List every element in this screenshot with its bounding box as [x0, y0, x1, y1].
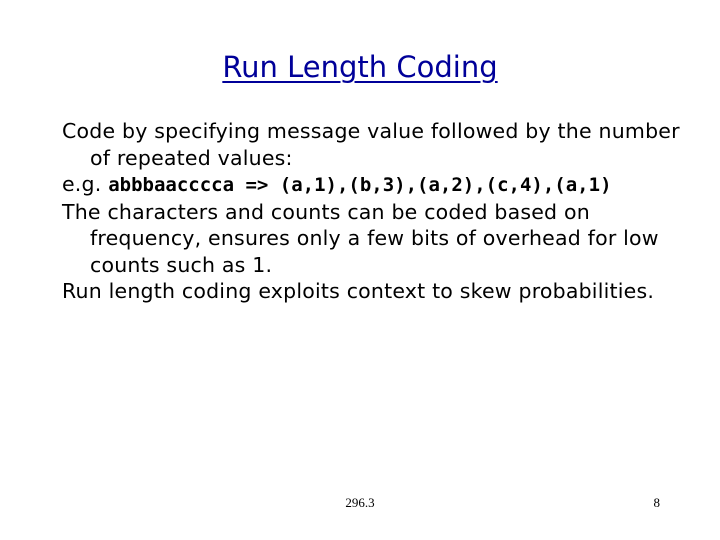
example-prefix: e.g. [62, 172, 109, 196]
paragraph-frequency: The characters and counts can be coded based on frequency, ensures only a few bits of overhead for low counts such as 1. [62, 199, 659, 277]
paragraph-context: Run length coding exploits context to skew probabilities. [62, 279, 655, 303]
example-code: abbbaacccca => (a,1),(b,3),(a,2),(c,4),(a,1) [108, 174, 612, 196]
slide-title: Run Length Coding [222, 50, 498, 84]
paragraph-definition: Code by specifying message value followed by the number of repeated values: [62, 119, 680, 170]
slide-body [62, 118, 702, 305]
footer-page-number: 8 [653, 495, 660, 510]
footer-course-number: 296.3 [345, 495, 375, 510]
paragraph-example [62, 171, 702, 199]
